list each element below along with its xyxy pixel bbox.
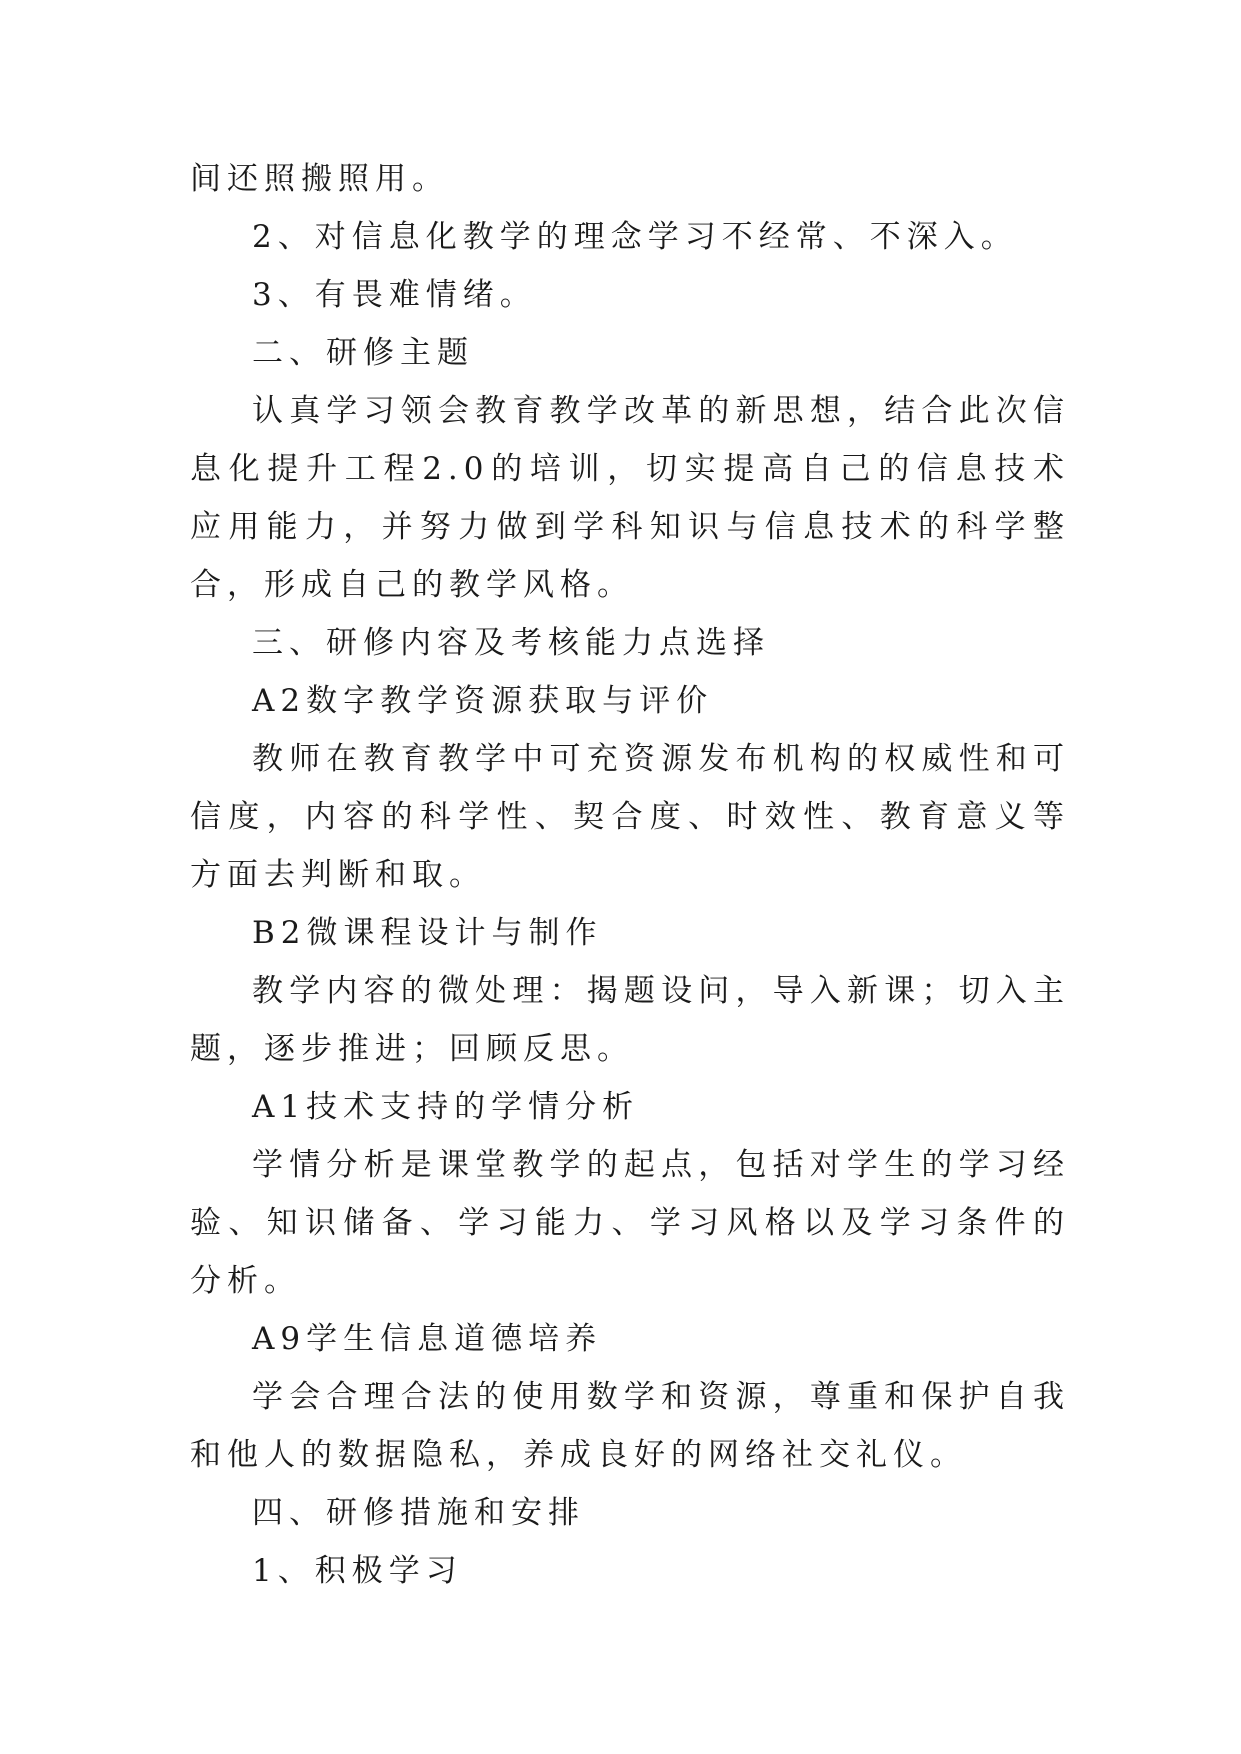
list-item-3: 3、有畏难情绪。 bbox=[252, 277, 537, 313]
section-heading-research-content: 三、研修内容及考核能力点选择 bbox=[252, 625, 770, 661]
paragraph-a9: 学会合理合法的使用数学和资源，尊重和保护自我和他人的数据隐私，养成良好的网络社交礼仪。 bbox=[190, 1379, 1070, 1473]
subheading-a2: A2数字教学资源获取与评价 bbox=[252, 683, 714, 719]
paragraph-continuation: 间还照搬照用。 bbox=[190, 161, 449, 197]
paragraph-b2: 教学内容的微处理：揭题设问，导入新课；切入主题，逐步推进；回顾反思。 bbox=[190, 973, 1070, 1067]
list-item-2: 2、对信息化教学的理念学习不经常、不深入。 bbox=[252, 219, 1018, 255]
paragraph-a1: 学情分析是课堂教学的起点，包括对学生的学习经验、知识储备、学习能力、学习风格以及学习条件的分析。 bbox=[190, 1147, 1070, 1299]
document-body bbox=[190, 150, 1070, 1600]
subheading-b2: B2微课程设计与制作 bbox=[252, 915, 603, 951]
subheading-a1: A1技术支持的学情分析 bbox=[252, 1089, 640, 1125]
paragraph-a2: 教师在教育教学中可充资源发布机构的权威性和可信度，内容的科学性、契合度、时效性、教育意义等方面去判断和取。 bbox=[190, 741, 1070, 893]
list-item-1-study: 1、积极学习 bbox=[252, 1553, 463, 1589]
subheading-a9: A9学生信息道德培养 bbox=[252, 1321, 603, 1357]
section-heading-research-theme: 二、研修主题 bbox=[252, 335, 474, 371]
paragraph-research-theme: 认真学习领会教育教学改革的新思想，结合此次信息化提升工程2.0的培训，切实提高自己的信息技术应用能力，并努力做到学科知识与信息技术的科学整合，形成自己的教学风格。 bbox=[190, 393, 1070, 603]
section-heading-measures: 四、研修措施和安排 bbox=[252, 1495, 585, 1531]
